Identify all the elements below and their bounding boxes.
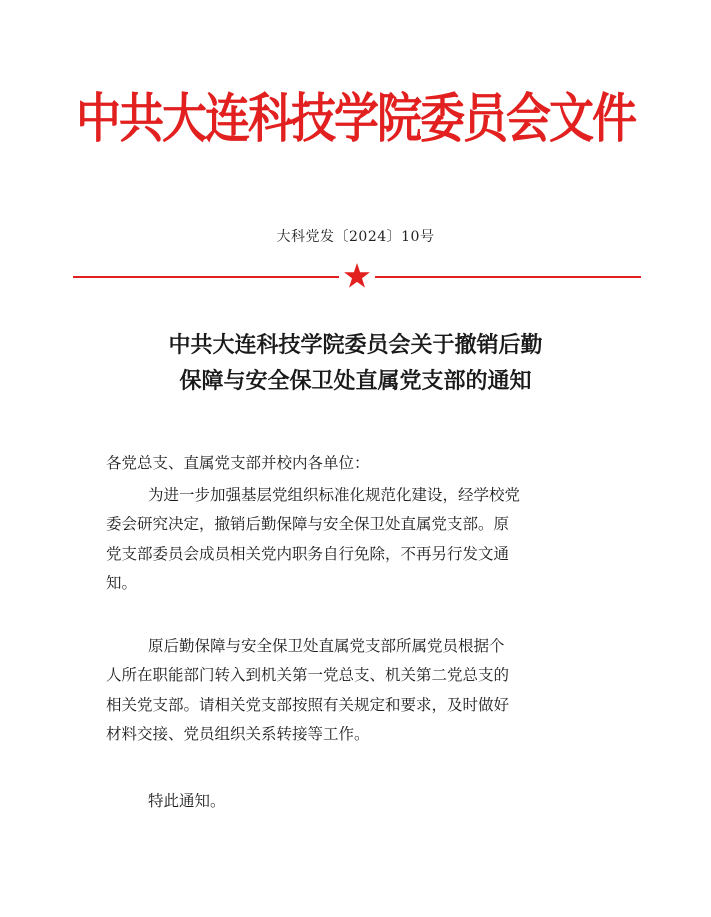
- paragraph-2-line: 原后勤保障与安全保卫处直属党支部所属党员根据个: [148, 637, 505, 655]
- paragraph-1: [106, 481, 606, 598]
- title-line-2: 保障与安全保卫处直属党支部的通知: [179, 369, 532, 394]
- paragraph-1-line: 知。: [106, 573, 138, 592]
- salutation: 各党总支、直属党支部并校内各单位：: [106, 454, 370, 472]
- closing-line: 特此通知。: [148, 792, 226, 810]
- paragraph-2-line: 相关党支部。请相关党支部按照有关规定和要求，及时做好: [106, 695, 510, 714]
- document-title: [90, 328, 621, 400]
- red-star-icon: [343, 262, 371, 290]
- masthead-title: 中共大连科技学院委员会文件: [75, 86, 635, 150]
- paragraph-2-line: 材料交接、党员组织关系转接等工作。: [106, 724, 370, 743]
- red-separator: [73, 262, 641, 292]
- paragraph-1-line: 党支部委员会成员相关党内职务自行免除，不再另行发文通: [106, 544, 510, 563]
- paragraph-2-line: 人所在职能部门转入到机关第一党总支、机关第二党总支的: [106, 666, 510, 685]
- paragraph-1-line: 为进一步加强基层党组织标准化规范化建设，经学校党: [148, 486, 521, 504]
- separator-line-left: [73, 276, 339, 278]
- document-number: 大科党发〔2024〕10号: [276, 229, 435, 245]
- paragraph-2: [106, 632, 606, 749]
- separator-line-right: [375, 276, 641, 278]
- paragraph-1-line: 委会研究决定，撤销后勤保障与安全保卫处直属党支部。原: [106, 515, 510, 534]
- title-line-1: 中共大连科技学院委员会关于撤销后勤: [168, 333, 543, 358]
